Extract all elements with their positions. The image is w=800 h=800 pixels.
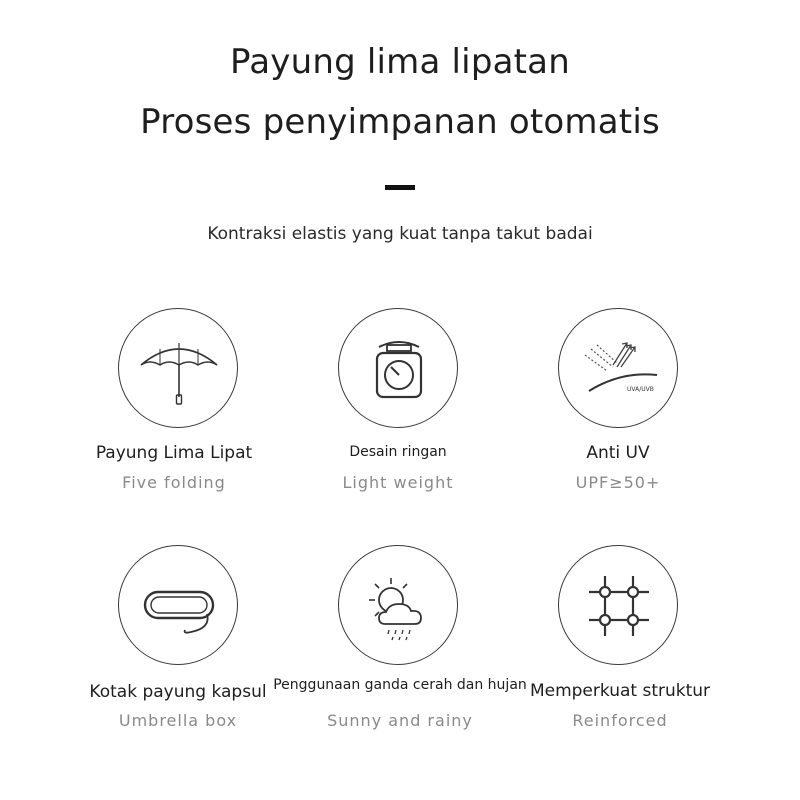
- feature-circle-anti-uv: [558, 308, 678, 428]
- title-line-1: Payung lima lipatan: [230, 42, 570, 82]
- capsule-box-icon: [119, 546, 239, 666]
- feature-circle-reinforced: [558, 545, 678, 665]
- divider: [385, 185, 415, 190]
- feature-label-id: Payung Lima Lipat: [95, 443, 253, 463]
- feature-label-id: Memperkuat struktur: [529, 681, 711, 701]
- scale-icon: [339, 309, 459, 429]
- feature-label-id: Desain ringan: [349, 444, 447, 460]
- feature-circle-light-weight: [338, 308, 458, 428]
- uv-protection-icon: [559, 309, 679, 429]
- feature-circle-sunny-rainy: [338, 545, 458, 665]
- feature-label-en: Light weight: [342, 473, 454, 492]
- feature-label-en: UPF≥50+: [575, 473, 661, 492]
- feature-label-en: Sunny and rainy: [327, 711, 473, 730]
- subtitle: Kontraksi elastis yang kuat tanpa takut badai: [207, 224, 593, 244]
- umbrella-icon: [119, 309, 239, 429]
- feature-circle-umbrella-box: [118, 545, 238, 665]
- feature-label-en: Umbrella box: [118, 711, 238, 730]
- feature-label-en: Reinforced: [572, 711, 668, 730]
- feature-label-en: Five folding: [122, 473, 226, 492]
- feature-circle-five-folding: [118, 308, 238, 428]
- feature-label-id: Anti UV: [586, 443, 650, 463]
- frame-structure-icon: [559, 546, 679, 666]
- sun-rain-icon: [339, 546, 459, 666]
- uv-icon-text: UVA/UVB: [627, 386, 654, 393]
- feature-label-id: Kotak payung kapsul: [89, 682, 267, 702]
- title-line-2: Proses penyimpanan otomatis: [140, 102, 660, 142]
- feature-label-id: Penggunaan ganda cerah dan hujan: [273, 677, 527, 693]
